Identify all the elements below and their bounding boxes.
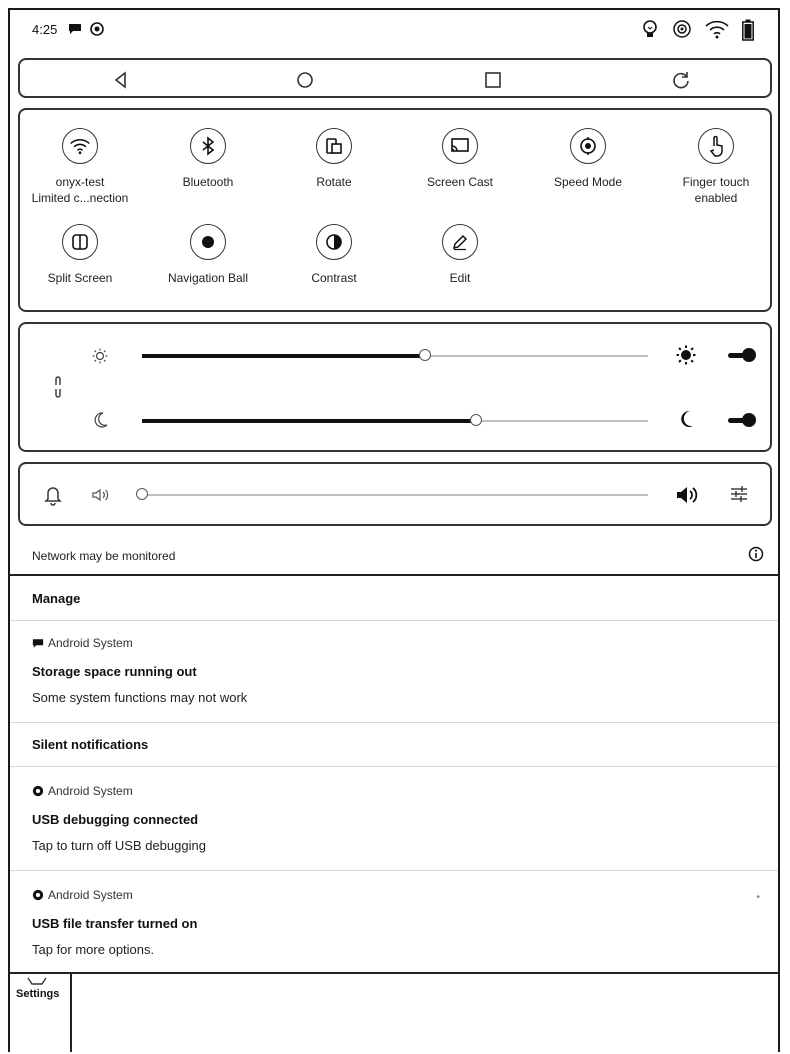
settings-label: Settings [16,988,60,1000]
wifi-icon [704,19,730,39]
volume-low-icon [92,488,110,502]
navigation-ball-icon [190,224,226,260]
tile-wifi[interactable] [20,128,140,206]
divider [10,870,778,871]
wifi-icon [62,128,98,164]
warm-light-slider[interactable] [142,355,648,357]
tile-speed-mode[interactable] [528,128,648,190]
tile-label: Finger touch [682,175,750,189]
equalizer-settings-icon[interactable] [730,486,748,502]
front-light-panel [18,322,772,452]
notification-app-name: Android System [48,888,133,902]
cold-light-fill [142,419,476,423]
volume-thumb[interactable] [136,488,148,500]
link-icon[interactable] [54,376,62,398]
background-app [10,972,778,1052]
screen-cast-icon [442,128,478,164]
tile-label: Edit [449,271,471,285]
manage-header[interactable] [10,576,778,620]
bluetooth-icon [190,128,226,164]
notification-body: Tap to turn off USB debugging [32,838,206,853]
warm-light-thumb[interactable] [419,349,431,361]
tile-bluetooth[interactable] [148,128,268,190]
refresh-button[interactable] [670,69,692,91]
message-icon [32,638,44,649]
sync-icon [90,22,104,36]
tile-sublabel: enabled [694,191,738,205]
navigation-bar [18,58,772,98]
cold-light-toggle[interactable] [728,413,756,427]
divider [10,766,778,767]
message-icon [68,23,82,35]
notification-usb-debugging[interactable] [10,784,778,872]
volume-slider[interactable] [142,494,648,496]
cold-light-slider[interactable] [142,420,648,422]
tile-edit[interactable] [400,224,520,286]
status-bar [10,10,778,54]
tile-label: Speed Mode [553,175,623,189]
device-screen [8,8,780,1052]
target-icon [672,19,692,39]
rotate-icon [316,128,352,164]
brightness-low-icon [92,348,108,364]
tile-screen-cast[interactable] [400,128,520,190]
home-icon [294,69,316,91]
quick-settings-panel [18,108,772,312]
network-notice-text: Network may be monitored [32,549,176,563]
tile-label: Split Screen [47,271,113,285]
notification-body: Tap for more options. [32,942,155,957]
notification-shade [10,574,778,974]
tile-finger-touch[interactable] [656,128,776,206]
home-button[interactable] [294,69,316,91]
battery-icon [742,19,754,41]
notification-usb-file-transfer[interactable] [10,888,778,972]
hand-touch-icon [698,128,734,164]
tile-label: Bluetooth [182,175,234,189]
split-screen-icon [62,224,98,260]
tile-label: Navigation Ball [167,271,249,285]
moon-high-icon [680,410,694,428]
divider [10,620,778,621]
tile-label: Screen Cast [426,175,494,189]
tile-navigation-ball[interactable] [148,224,268,286]
silent-notifications-header [10,722,778,766]
network-monitored-row[interactable] [10,538,778,574]
tile-label: Contrast [311,271,357,285]
tile-label: onyx-test [55,175,105,189]
volume-high-icon [676,486,698,504]
expand-indicator-icon[interactable]: • [756,892,760,903]
silent-notifications-label: Silent notifications [32,737,149,752]
notification-body: Some system functions may not work [32,690,248,705]
warm-light-toggle[interactable] [728,348,756,362]
notification-app-name: Android System [48,636,133,650]
tile-label: Rotate [316,175,352,189]
recents-icon [482,69,504,91]
warm-light-fill [142,354,425,358]
cold-light-thumb[interactable] [470,414,482,426]
back-button[interactable] [110,69,132,91]
moon-low-icon [94,412,108,428]
settings-shortcut[interactable] [10,972,72,1052]
bell-icon[interactable] [44,484,62,506]
tile-rotate[interactable] [274,128,394,190]
speed-mode-icon [570,128,606,164]
edit-pencil-icon [442,224,478,260]
android-debug-icon [32,785,44,797]
notification-title: USB debugging connected [32,812,199,827]
manage-label: Manage [32,591,81,606]
tile-split-screen[interactable] [20,224,140,286]
tile-sublabel: Limited c...nection [31,191,129,205]
notification-title: Storage space running out [32,664,197,679]
status-time: 4:25 [32,22,58,37]
tile-contrast[interactable] [274,224,394,286]
refresh-icon [670,69,692,91]
notification-title: USB file transfer turned on [32,916,198,931]
notification-storage[interactable] [10,636,778,724]
info-icon[interactable] [748,546,764,567]
android-usb-icon [32,889,44,901]
volume-panel [18,462,772,526]
notification-app-name: Android System [48,784,133,798]
brightness-high-icon [676,345,696,365]
contrast-icon [316,224,352,260]
bulb-icon [642,19,658,39]
recents-button[interactable] [482,69,504,91]
back-icon [110,69,132,91]
